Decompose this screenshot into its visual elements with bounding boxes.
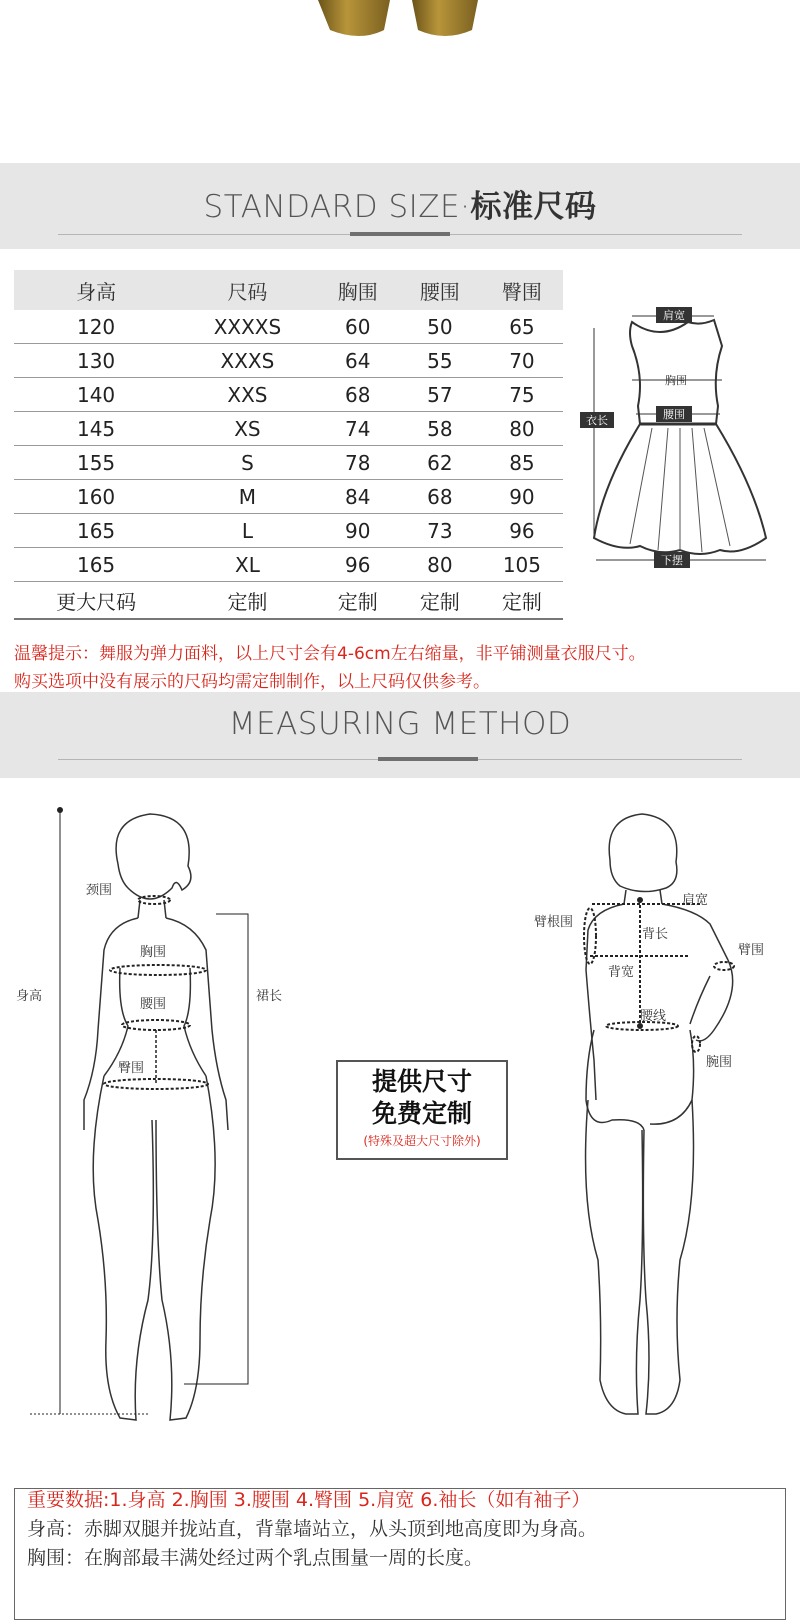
standard-size-title-en: STANDARD SIZE·	[203, 189, 471, 225]
table-row	[14, 446, 563, 480]
cell-hip: 85	[481, 446, 563, 480]
cell-hip: 65	[481, 310, 563, 344]
table-row	[14, 344, 563, 378]
table-row	[14, 582, 563, 620]
back-label-wrist: 腕围	[706, 1055, 733, 1070]
back-label-back-width: 背宽	[608, 965, 635, 980]
back-label-arm: 臂围	[738, 943, 765, 958]
cell-size: XXXXS	[178, 310, 317, 344]
measuring-method-header	[0, 692, 800, 778]
cell-waist: 55	[399, 344, 481, 378]
header-bust: 胸围	[317, 270, 399, 310]
cell-size: M	[178, 480, 317, 514]
product-base-image	[0, 0, 800, 160]
cell-waist: 62	[399, 446, 481, 480]
cell-height: 160	[14, 480, 178, 514]
info-bust-desc: 胸围：在胸部最丰满处经过两个乳点围量一周的长度。	[27, 1547, 484, 1569]
cell-size: S	[178, 446, 317, 480]
cell-size: XXS	[178, 378, 317, 412]
cell-hip: 90	[481, 480, 563, 514]
badge-line2: 免费定制	[371, 1099, 472, 1128]
table-row	[14, 310, 563, 344]
table-row	[14, 378, 563, 412]
product-photo-remnant	[0, 0, 800, 160]
cell-waist: 73	[399, 514, 481, 548]
size-note-line2: 购买选项中没有展示的尺码均需定制制作，以上尺码仅供参考。	[14, 672, 490, 692]
dress-label-shoulder: 肩宽	[663, 309, 685, 322]
cell-size: L	[178, 514, 317, 548]
back-figure-diagram	[530, 800, 800, 1460]
standard-size-title	[0, 181, 800, 226]
header-waist: 腰围	[399, 270, 481, 310]
cell-size: XXXS	[178, 344, 317, 378]
cell-waist: 68	[399, 480, 481, 514]
standard-size-title-cn: 标准尺码	[470, 189, 597, 225]
size-table-header-row	[14, 270, 563, 310]
back-label-waistline: 腰线	[640, 1009, 667, 1024]
front-label-hip: 臀围	[118, 1061, 145, 1076]
dress-diagram	[580, 306, 780, 574]
table-row	[14, 548, 563, 582]
back-label-back-length: 背长	[642, 927, 669, 942]
measurement-info-box	[14, 1488, 786, 1620]
size-table	[14, 270, 563, 620]
dress-label-waist: 腰围	[663, 408, 685, 421]
header-height: 身高	[14, 270, 178, 310]
front-label-neck: 颈围	[86, 883, 113, 898]
cell-bust: 定制	[317, 582, 399, 620]
cell-hip: 80	[481, 412, 563, 446]
table-row	[14, 480, 563, 514]
cell-height: 140	[14, 378, 178, 412]
cell-size: 定制	[178, 582, 317, 620]
cell-bust: 90	[317, 514, 399, 548]
header-divider-mark	[350, 232, 450, 236]
cell-waist: 58	[399, 412, 481, 446]
cell-height: 165	[14, 514, 178, 548]
standard-size-header	[0, 163, 800, 249]
cell-bust: 96	[317, 548, 399, 582]
cell-bust: 64	[317, 344, 399, 378]
cell-size: XS	[178, 412, 317, 446]
cell-bust: 78	[317, 446, 399, 480]
cell-height: 更大尺码	[14, 582, 178, 620]
back-label-shoulder: 肩宽	[682, 893, 709, 908]
measuring-method-title: MEASURING METHOD	[228, 706, 572, 742]
cell-waist: 80	[399, 548, 481, 582]
front-label-bust: 胸围	[140, 945, 167, 960]
cell-size: XL	[178, 548, 317, 582]
info-important-data: 重要数据:1.身高 2.胸围 3.腰围 4.臀围 5.肩宽 6.袖长（如有袖子）	[27, 1489, 591, 1511]
cell-bust: 84	[317, 480, 399, 514]
cell-hip: 70	[481, 344, 563, 378]
cell-hip: 96	[481, 514, 563, 548]
front-label-height: 身高	[16, 989, 43, 1004]
cell-waist: 50	[399, 310, 481, 344]
dress-label-length: 衣长	[586, 414, 608, 427]
cell-hip: 定制	[481, 582, 563, 620]
front-label-waist: 腰围	[140, 997, 167, 1012]
cell-height: 155	[14, 446, 178, 480]
size-note-line1: 温馨提示：舞服为弹力面料，以上尺寸会有4-6cm左右缩量，非平铺测量衣服尺寸。	[14, 644, 646, 664]
cell-height: 165	[14, 548, 178, 582]
front-figure-diagram	[0, 800, 320, 1460]
cell-height: 130	[14, 344, 178, 378]
badge-subtext: (特殊及超大尺寸除外)	[363, 1134, 481, 1148]
cell-hip: 105	[481, 548, 563, 582]
front-label-skirt-length: 裙长	[256, 989, 283, 1004]
dress-label-bust: 胸围	[665, 374, 687, 387]
info-height-desc: 身高：赤脚双腿并拢站直，背靠墙站立，从头顶到地高度即为身高。	[27, 1518, 598, 1540]
cell-height: 145	[14, 412, 178, 446]
cell-hip: 75	[481, 378, 563, 412]
custom-size-badge	[336, 1060, 508, 1160]
header-hip: 臀围	[481, 270, 563, 310]
table-row	[14, 514, 563, 548]
cell-bust: 60	[317, 310, 399, 344]
cell-waist: 定制	[399, 582, 481, 620]
back-label-armpit: 臂根围	[534, 915, 574, 930]
cell-height: 120	[14, 310, 178, 344]
header-size: 尺码	[178, 270, 317, 310]
cell-bust: 74	[317, 412, 399, 446]
dress-label-hem: 下摆	[661, 554, 683, 567]
cell-bust: 68	[317, 378, 399, 412]
badge-line1: 提供尺寸	[371, 1067, 472, 1096]
header-divider-mark	[378, 757, 478, 761]
table-row	[14, 412, 563, 446]
cell-waist: 57	[399, 378, 481, 412]
